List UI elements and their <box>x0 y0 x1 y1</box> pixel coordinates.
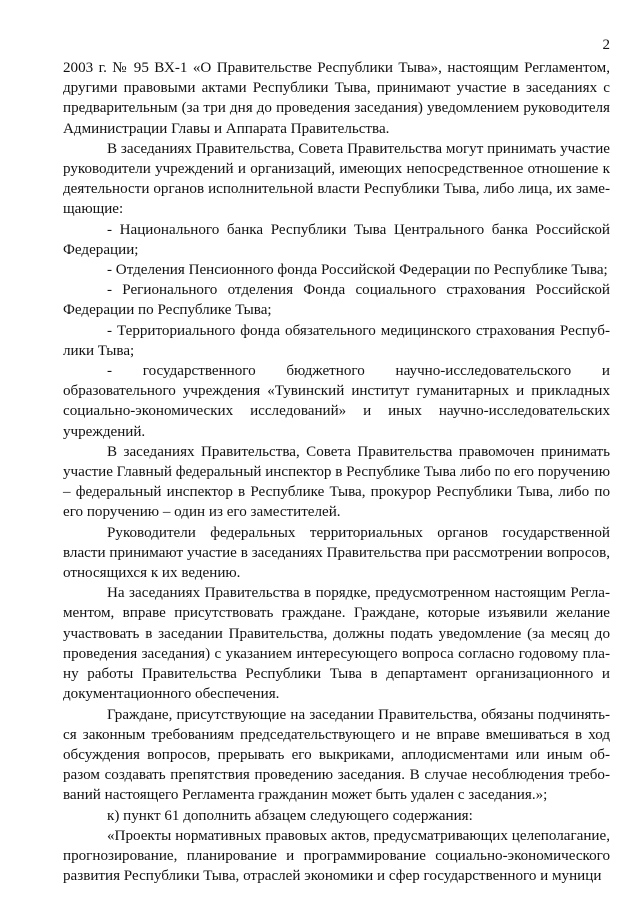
paragraph-2: В заседаниях Правительства, Совета Правительства могут принимать участие руководители учреждений и организаций, имеющих непосредственное отношение к деятельности органов исполнительной власти Республики Тыва, либо лица, их замещающие: <box>63 140 610 218</box>
paragraph-point-61: к) пункт 61 дополнить абзацем следующего содержания: <box>107 807 473 824</box>
paragraph-1: 2003 г. № 95 ВХ-1 «О Правительстве Республики Тыва», настоящим Регламентом, другими правовыми актами Республики Тыва, принимают участие в заседаниях с предварительным (за три дня до проведения заседания) уведомлением руководителя Администрации Главы и Аппарата Правительства. <box>63 60 610 137</box>
list-item-social-insurance: - Регионального отделения Фонда социального страхования Российской Федерации по Республике Тыва; <box>63 282 610 319</box>
list-item-medical-insurance: - Территориального фонда обязательного медицинского страхования Республики Тыва; <box>63 322 610 359</box>
paragraph-citizens-attendance: На заседаниях Правительства в порядке, предусмотренном настоящим Регламентом, вправе присутствовать граждане. Граждане, которые изъявили желание участвовать в заседании Правительства, должны подать уведомление (за месяц до проведения заседания) с указанием интересующего вопроса согласно годовому плану работы Правительства Республики Тыва в департамент организационного и документационного обеспечения. <box>63 585 610 703</box>
list-item-research-institute: - государственного бюджетного научно-исследовательского и образовательного учреждения «Тувинский институт гуманитарных и прикладных социально-экономических исследований» и иных научно-исследовательских учреждений. <box>63 363 610 440</box>
document-body <box>63 58 610 886</box>
paragraph-quote: «Проекты нормативных правовых актов, предусматривающих целеполагание, прогнозирование, планирование и программирование социально-экономического развития Республики Тыва, отраслей экономики и сфер государственного и муници <box>63 827 610 885</box>
paragraph-federal-inspector: В заседаниях Правительства, Совета Правительства правомочен принимать участие Главный федеральный инспектор в Республике Тыва либо по его поручению – федеральный инспектор в Республике Тыва, прокурор Республики Тыва, либо по его поручению – один из его заместителей. <box>63 443 610 521</box>
list-item-pension-fund: - Отделения Пенсионного фонда Российской Федерации по Республике Тыва; <box>107 262 608 279</box>
paragraph-citizens-obligations: Граждане, присутствующие на заседании Правительства, обязаны подчиняться законным требованиям председательствующего и не вправе вмешиваться в ход обсуждения вопросов, прерывать его выкриками, аплодисментами или иным образом создавать препятствия проведению заседания. В случае несоблюдения требований настоящего Регламента гражданин может быть удален с заседания.»; <box>63 706 610 804</box>
page-number: 2 <box>602 37 610 53</box>
list-item-national-bank: - Национального банка Республики Тыва Центрального банка Российской Федерации; <box>63 221 610 258</box>
paragraph-federal-bodies: Руководители федеральных территориальных органов государственной власти принимают участие в заседаниях Правительства при рассмотрении вопросов, относящихся к их ведению. <box>63 524 610 582</box>
